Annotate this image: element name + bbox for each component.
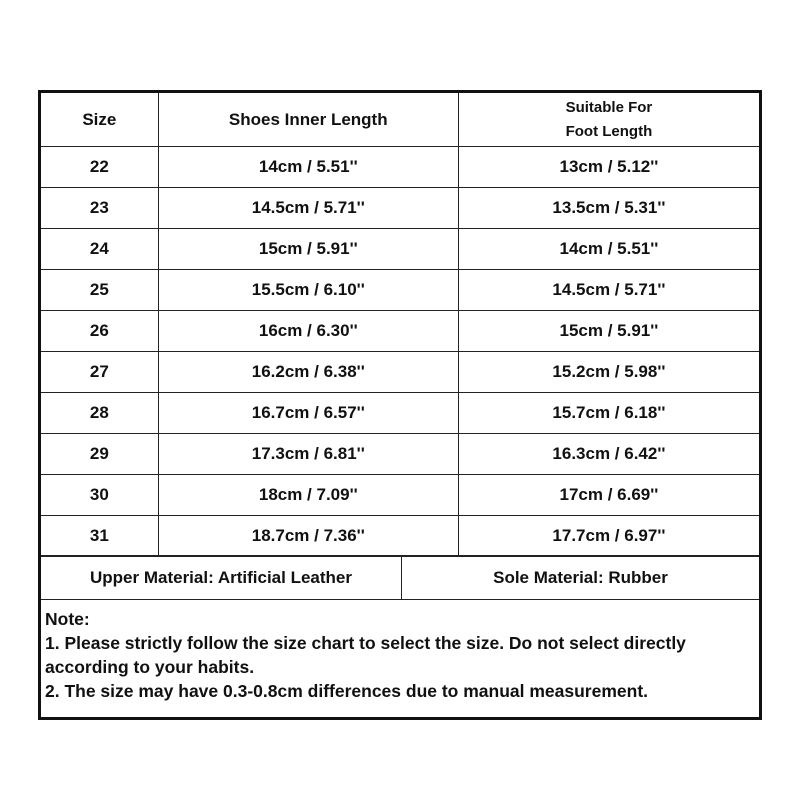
cell-size: 30 xyxy=(41,475,158,516)
notes-section xyxy=(45,607,755,703)
cell-size: 22 xyxy=(41,147,158,188)
cell-foot-length: 16.3cm / 6.42'' xyxy=(458,434,759,475)
table-row xyxy=(41,434,759,475)
table-header-row xyxy=(41,93,759,147)
cell-foot-length: 13.5cm / 5.31'' xyxy=(458,188,759,229)
cell-inner-length: 18cm / 7.09'' xyxy=(158,475,458,516)
cell-foot-length: 14cm / 5.51'' xyxy=(458,229,759,270)
cell-inner-length: 14cm / 5.51'' xyxy=(158,147,458,188)
upper-material: Upper Material: Artificial Leather xyxy=(41,556,402,599)
size-chart-table xyxy=(41,93,759,557)
header-size: Size xyxy=(41,93,158,147)
cell-size: 23 xyxy=(41,188,158,229)
cell-inner-length: 17.3cm / 6.81'' xyxy=(158,434,458,475)
cell-size: 26 xyxy=(41,311,158,352)
table-row xyxy=(41,270,759,311)
cell-size: 31 xyxy=(41,516,158,557)
table-row xyxy=(41,147,759,188)
cell-inner-length: 16.7cm / 6.57'' xyxy=(158,393,458,434)
cell-inner-length: 15cm / 5.91'' xyxy=(158,229,458,270)
cell-inner-length: 18.7cm / 7.36'' xyxy=(158,516,458,557)
table-row xyxy=(41,475,759,516)
cell-foot-length: 13cm / 5.12'' xyxy=(458,147,759,188)
table-row xyxy=(41,352,759,393)
cell-foot-length: 15.2cm / 5.98'' xyxy=(458,352,759,393)
table-row xyxy=(41,311,759,352)
header-foot-length xyxy=(458,93,759,147)
cell-foot-length: 17cm / 6.69'' xyxy=(458,475,759,516)
header-foot-length-line1: Suitable For xyxy=(565,98,653,116)
table-row xyxy=(41,188,759,229)
cell-inner-length: 16cm / 6.30'' xyxy=(158,311,458,352)
table-row xyxy=(41,516,759,557)
sole-material: Sole Material: Rubber xyxy=(493,567,668,587)
cell-foot-length: 14.5cm / 5.71'' xyxy=(458,270,759,311)
header-inner-length: Shoes Inner Length xyxy=(158,93,458,147)
cell-inner-length: 15.5cm / 6.10'' xyxy=(158,270,458,311)
size-chart-frame xyxy=(38,90,762,720)
table-row xyxy=(41,229,759,270)
cell-inner-length: 16.2cm / 6.38'' xyxy=(158,352,458,393)
cell-size: 29 xyxy=(41,434,158,475)
note-line-2: 2. The size may have 0.3-0.8cm differences due to manual measurement. xyxy=(45,681,649,701)
notes-title: Note: xyxy=(45,609,90,629)
table-row xyxy=(41,393,759,434)
note-line-1: 1. Please strictly follow the size chart to select the size. Do not select directly according to your habits. xyxy=(45,633,686,677)
cell-size: 24 xyxy=(41,229,158,270)
cell-foot-length: 17.7cm / 6.97'' xyxy=(458,516,759,557)
cell-size: 27 xyxy=(41,352,158,393)
header-foot-length-line2: Foot Length xyxy=(565,122,653,140)
cell-foot-length: 15.7cm / 6.18'' xyxy=(458,393,759,434)
cell-foot-length: 15cm / 5.91'' xyxy=(458,311,759,352)
cell-size: 25 xyxy=(41,270,158,311)
cell-size: 28 xyxy=(41,393,158,434)
cell-inner-length: 14.5cm / 5.71'' xyxy=(158,188,458,229)
materials-row xyxy=(41,555,759,600)
